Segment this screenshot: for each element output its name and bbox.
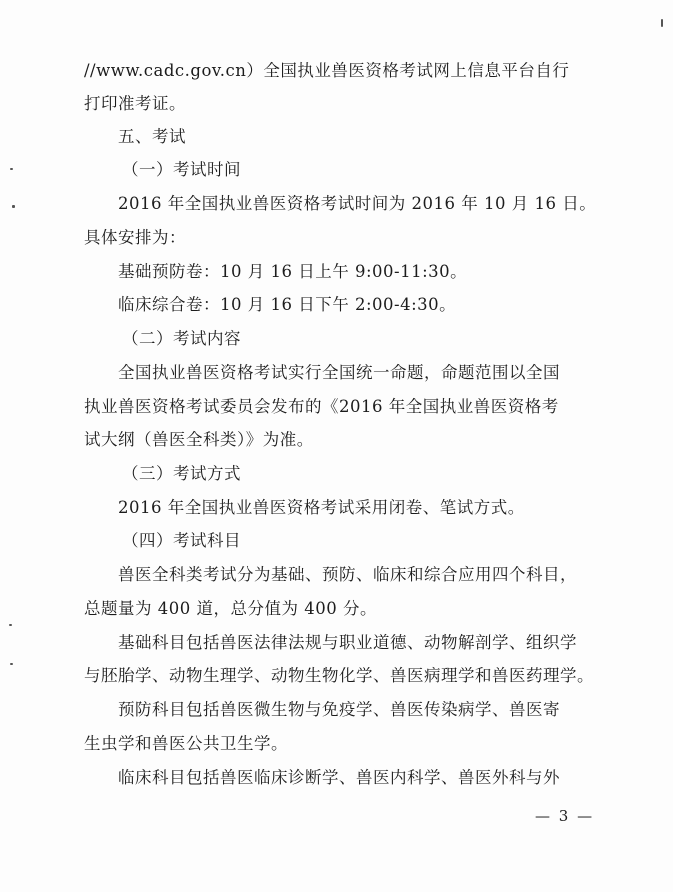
text-line-22: 临床科目包括兽医临床诊断学、兽医内科学、兽医外科与外 bbox=[118, 768, 560, 787]
text-line-1: //www.cadc.gov.cn）全国执业兽医资格考试网上信息平台自行 bbox=[84, 61, 570, 80]
scan-mark bbox=[9, 624, 12, 626]
text-line-21: 生虫学和兽医公共卫生学。 bbox=[84, 734, 288, 753]
subheading-exam-method: （三）考试方式 bbox=[122, 464, 241, 483]
scan-mark bbox=[12, 205, 15, 208]
text-line-18: 基础科目包括兽医法律法规与职业道德、动物解剖学、组织学 bbox=[118, 633, 577, 652]
text-line-10: 全国执业兽医资格考试实行全国统一命题，命题范围以全国 bbox=[118, 363, 560, 382]
subheading-exam-time: （一）考试时间 bbox=[122, 160, 241, 179]
text-line-11: 执业兽医资格考试委员会发布的《2016 年全国执业兽医资格考 bbox=[84, 397, 559, 416]
scan-mark bbox=[10, 168, 13, 170]
text-line-6: 具体安排为： bbox=[84, 228, 186, 247]
text-line-8: 临床综合卷：10 月 16 日下午 2:00-4:30。 bbox=[118, 295, 457, 314]
subheading-exam-subjects: （四）考试科目 bbox=[122, 531, 241, 550]
text-line-2: 打印准考证。 bbox=[84, 94, 186, 113]
section-heading-exam: 五、考试 bbox=[118, 127, 186, 146]
text-line-16: 兽医全科类考试分为基础、预防、临床和综合应用四个科目， bbox=[118, 565, 577, 584]
text-line-7: 基础预防卷：10 月 16 日上午 9:00-11:30。 bbox=[118, 262, 468, 281]
text-line-17: 总题量为 400 道，总分值为 400 分。 bbox=[84, 599, 377, 618]
scan-mark bbox=[10, 663, 13, 665]
text-line-14: 2016 年全国执业兽医资格考试采用闭卷、笔试方式。 bbox=[118, 498, 525, 517]
text-line-19: 与胚胎学、动物生理学、动物生物化学、兽医病理学和兽医药理学。 bbox=[84, 666, 594, 685]
subheading-exam-content: （二）考试内容 bbox=[122, 329, 241, 348]
scan-mark bbox=[661, 19, 663, 27]
text-line-20: 预防科目包括兽医微生物与免疫学、兽医传染病学、兽医寄 bbox=[118, 700, 560, 719]
text-line-5: 2016 年全国执业兽医资格考试时间为 2016 年 10 月 16 日。 bbox=[118, 194, 597, 213]
text-line-12: 试大纲（兽医全科类）》为准。 bbox=[84, 430, 314, 449]
page-number: — 3 — bbox=[535, 807, 595, 825]
